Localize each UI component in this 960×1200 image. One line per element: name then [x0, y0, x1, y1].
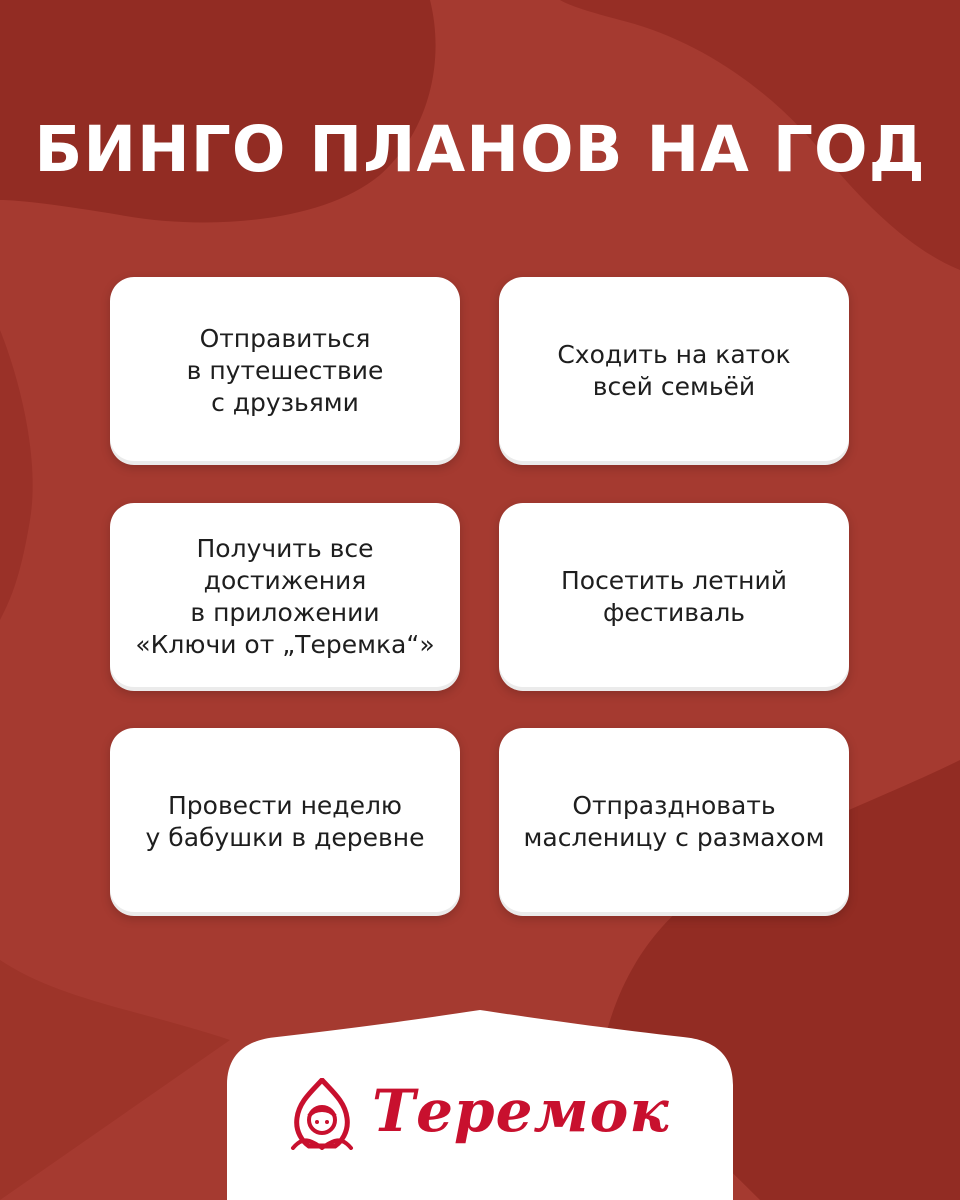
- page-title: БИНГО ПЛАНОВ НА ГОД: [34, 113, 926, 186]
- bingo-card-text: Отправиться в путешествие с друзьями: [186, 324, 384, 417]
- bingo-card-skating: [499, 277, 849, 465]
- bingo-card-festival: [499, 503, 849, 691]
- brand-logo-text: Теремок: [372, 1077, 670, 1145]
- teremok-girl-icon: [289, 1078, 355, 1150]
- bingo-card-text: Отпраздновать масленицу с размахом: [523, 791, 825, 852]
- bingo-card-maslenitsa: [499, 728, 849, 916]
- bingo-card-travel: [110, 277, 460, 465]
- bingo-card-text: Провести неделю у бабушки в деревне: [145, 791, 425, 852]
- bingo-card-text: Посетить летний фестиваль: [560, 566, 788, 627]
- bingo-card-text: Сходить на каток всей семьёй: [557, 340, 791, 401]
- bingo-card-village: [110, 728, 460, 916]
- bingo-card-achievements: [110, 503, 460, 691]
- bingo-card-text: Получить все достижения в приложении «Ключи от „Теремка“»: [135, 534, 435, 659]
